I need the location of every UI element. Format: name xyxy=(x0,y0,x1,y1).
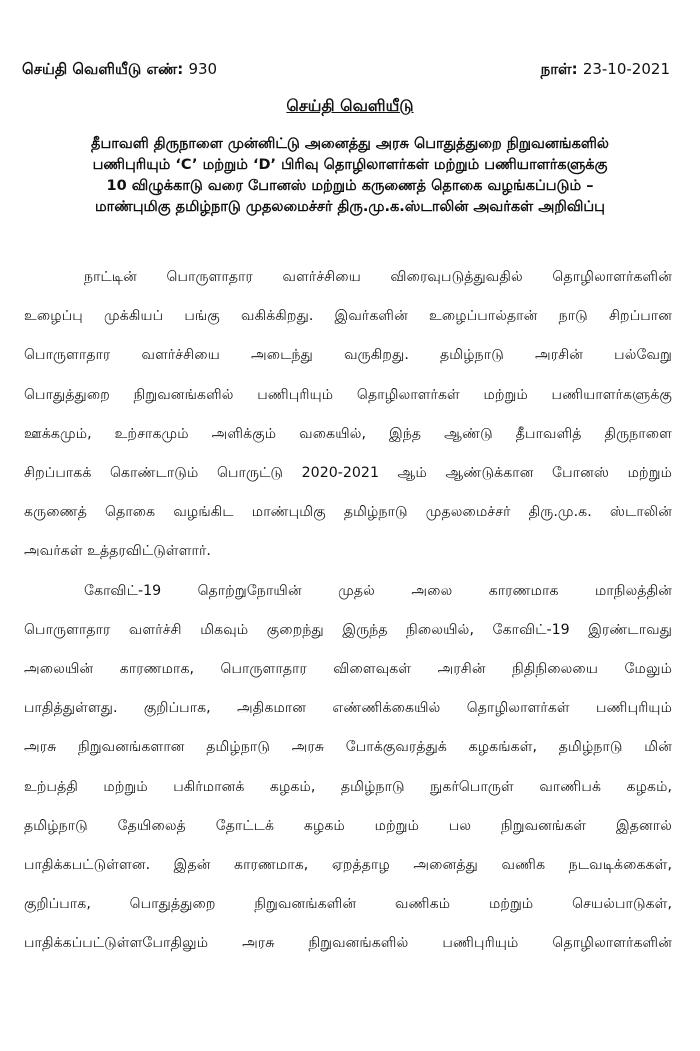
paragraph-line: உழைப்பு முக்கியப் பங்கு வகிக்கிறது. இவர்களின் உழைப்பால்தான் நாடு சிறப்பான xyxy=(24,308,672,325)
release-date-value: 23-10-2021 xyxy=(582,60,670,78)
paragraph-line: பொருளாதார வளர்ச்சி மிகவும் குறைந்து இருந்த நிலையில், கோவிட்-19 இரண்டாவது xyxy=(24,621,672,638)
body-text xyxy=(24,258,672,964)
paragraph-line: பாதித்துள்ளது. குறிப்பாக, அதிகமான எண்ணிக்கையில் தொழிலாளர்கள் பணிபுரியும் xyxy=(24,700,672,717)
paragraph-2 xyxy=(24,572,672,964)
paragraph-line: சிறப்பாகக் கொண்டாடும் பொருட்டு 2020-2021 ஆம் ஆண்டுக்கான போனஸ் மற்றும் xyxy=(24,465,672,482)
headline-line: மாண்புமிகு தமிழ்நாடு முதலமைச்சர் திரு.மு.க.ஸ்டாலின் அவர்கள் அறிவிப்பு xyxy=(95,199,605,215)
paragraph-line: பொதுத்துறை நிறுவனங்களில் பணிபுரியும் தொழிலாளர்கள் மற்றும் பணியாளர்களுக்கு xyxy=(24,386,672,403)
release-number xyxy=(22,60,217,80)
paragraph-line: தமிழ்நாடு தேயிலைத் தோட்டக் கழகம் மற்றும் பல நிறுவனங்கள் இதனால் xyxy=(24,817,672,834)
paragraph-line: கருணைத் தொகை வழங்கிட மாண்புமிகு தமிழ்நாடு முதலமைச்சர் திரு.மு.க. ஸ்டாலின் xyxy=(24,504,672,521)
headline-line: பணிபுரியும் ‘C’ மற்றும் ‘D’ பிரிவு தொழிலாளர்கள் மற்றும் பணியாளர்களுக்கு xyxy=(92,157,608,173)
paragraph-1 xyxy=(24,258,672,572)
release-number-value: 930 xyxy=(188,60,218,78)
paragraph-line: குறிப்பாக, பொதுத்துறை நிறுவனங்களின் வணிகம் மற்றும் செயல்பாடுகள், xyxy=(24,896,672,913)
paragraph-line: அரசு நிறுவனங்களான தமிழ்நாடு அரசு போக்குவரத்துக் கழகங்கள், தமிழ்நாடு மின் xyxy=(24,739,672,756)
paragraph-line: பொருளாதார வளர்ச்சியை அடைந்து வருகிறது. தமிழ்நாடு அரசின் பல்வேறு xyxy=(24,347,672,364)
paragraph-line: நாட்டின் பொருளாதார வளர்ச்சியை விரைவுபடுத்துவதில் தொழிலாளர்களின் xyxy=(84,269,672,285)
headline-line: தீபாவளி திருநாளை முன்னிட்டு அனைத்து அரசு பொதுத்துறை நிறுவனங்களில் xyxy=(91,136,609,152)
release-date-label: நாள்: xyxy=(540,60,578,78)
headline-line: 10 விழுக்காடு வரை போனஸ் மற்றும் கருணைத் தொகை வழங்கப்படும் – xyxy=(106,178,594,194)
paragraph-line: கோவிட்-19 தொற்றுநோயின் முதல் அலை காரணமாக மாநிலத்தின் xyxy=(84,582,672,599)
release-number-label: செய்தி வெளியீடு எண்: xyxy=(22,60,184,78)
paragraph-line: அலையின் காரணமாக, பொருளாதார விளைவுகள் அரசின் நிதிநிலையை மேலும் xyxy=(24,661,672,678)
paragraph-line: அவர்கள் உத்தரவிட்டுள்ளார். xyxy=(24,543,211,560)
paragraph-line: உற்பத்தி மற்றும் பகிர்மானக் கழகம், தமிழ்நாடு நுகர்பொருள் வாணிபக் கழகம், xyxy=(24,778,672,795)
release-date xyxy=(541,60,670,80)
paragraph-line: பாதிக்கபட்டுள்ளன. இதன் காரணமாக, ஏறத்தாழ அனைத்து வணிக நடவடிக்கைகள், xyxy=(24,857,672,874)
paragraph-line: ஊக்கமும், உற்சாகமும் அளிக்கும் வகையில், இந்த ஆண்டு தீபாவளித் திருநாளை xyxy=(24,425,672,442)
paragraph-line: பாதிக்கப்பட்டுள்ளபோதிலும் அரசு நிறுவனங்களில் பணிபுரியும் தொழிலாளர்களின் xyxy=(24,935,672,952)
headline xyxy=(24,134,676,218)
document-title: செய்தி வெளியீடு xyxy=(286,96,414,115)
header-row xyxy=(22,60,670,80)
